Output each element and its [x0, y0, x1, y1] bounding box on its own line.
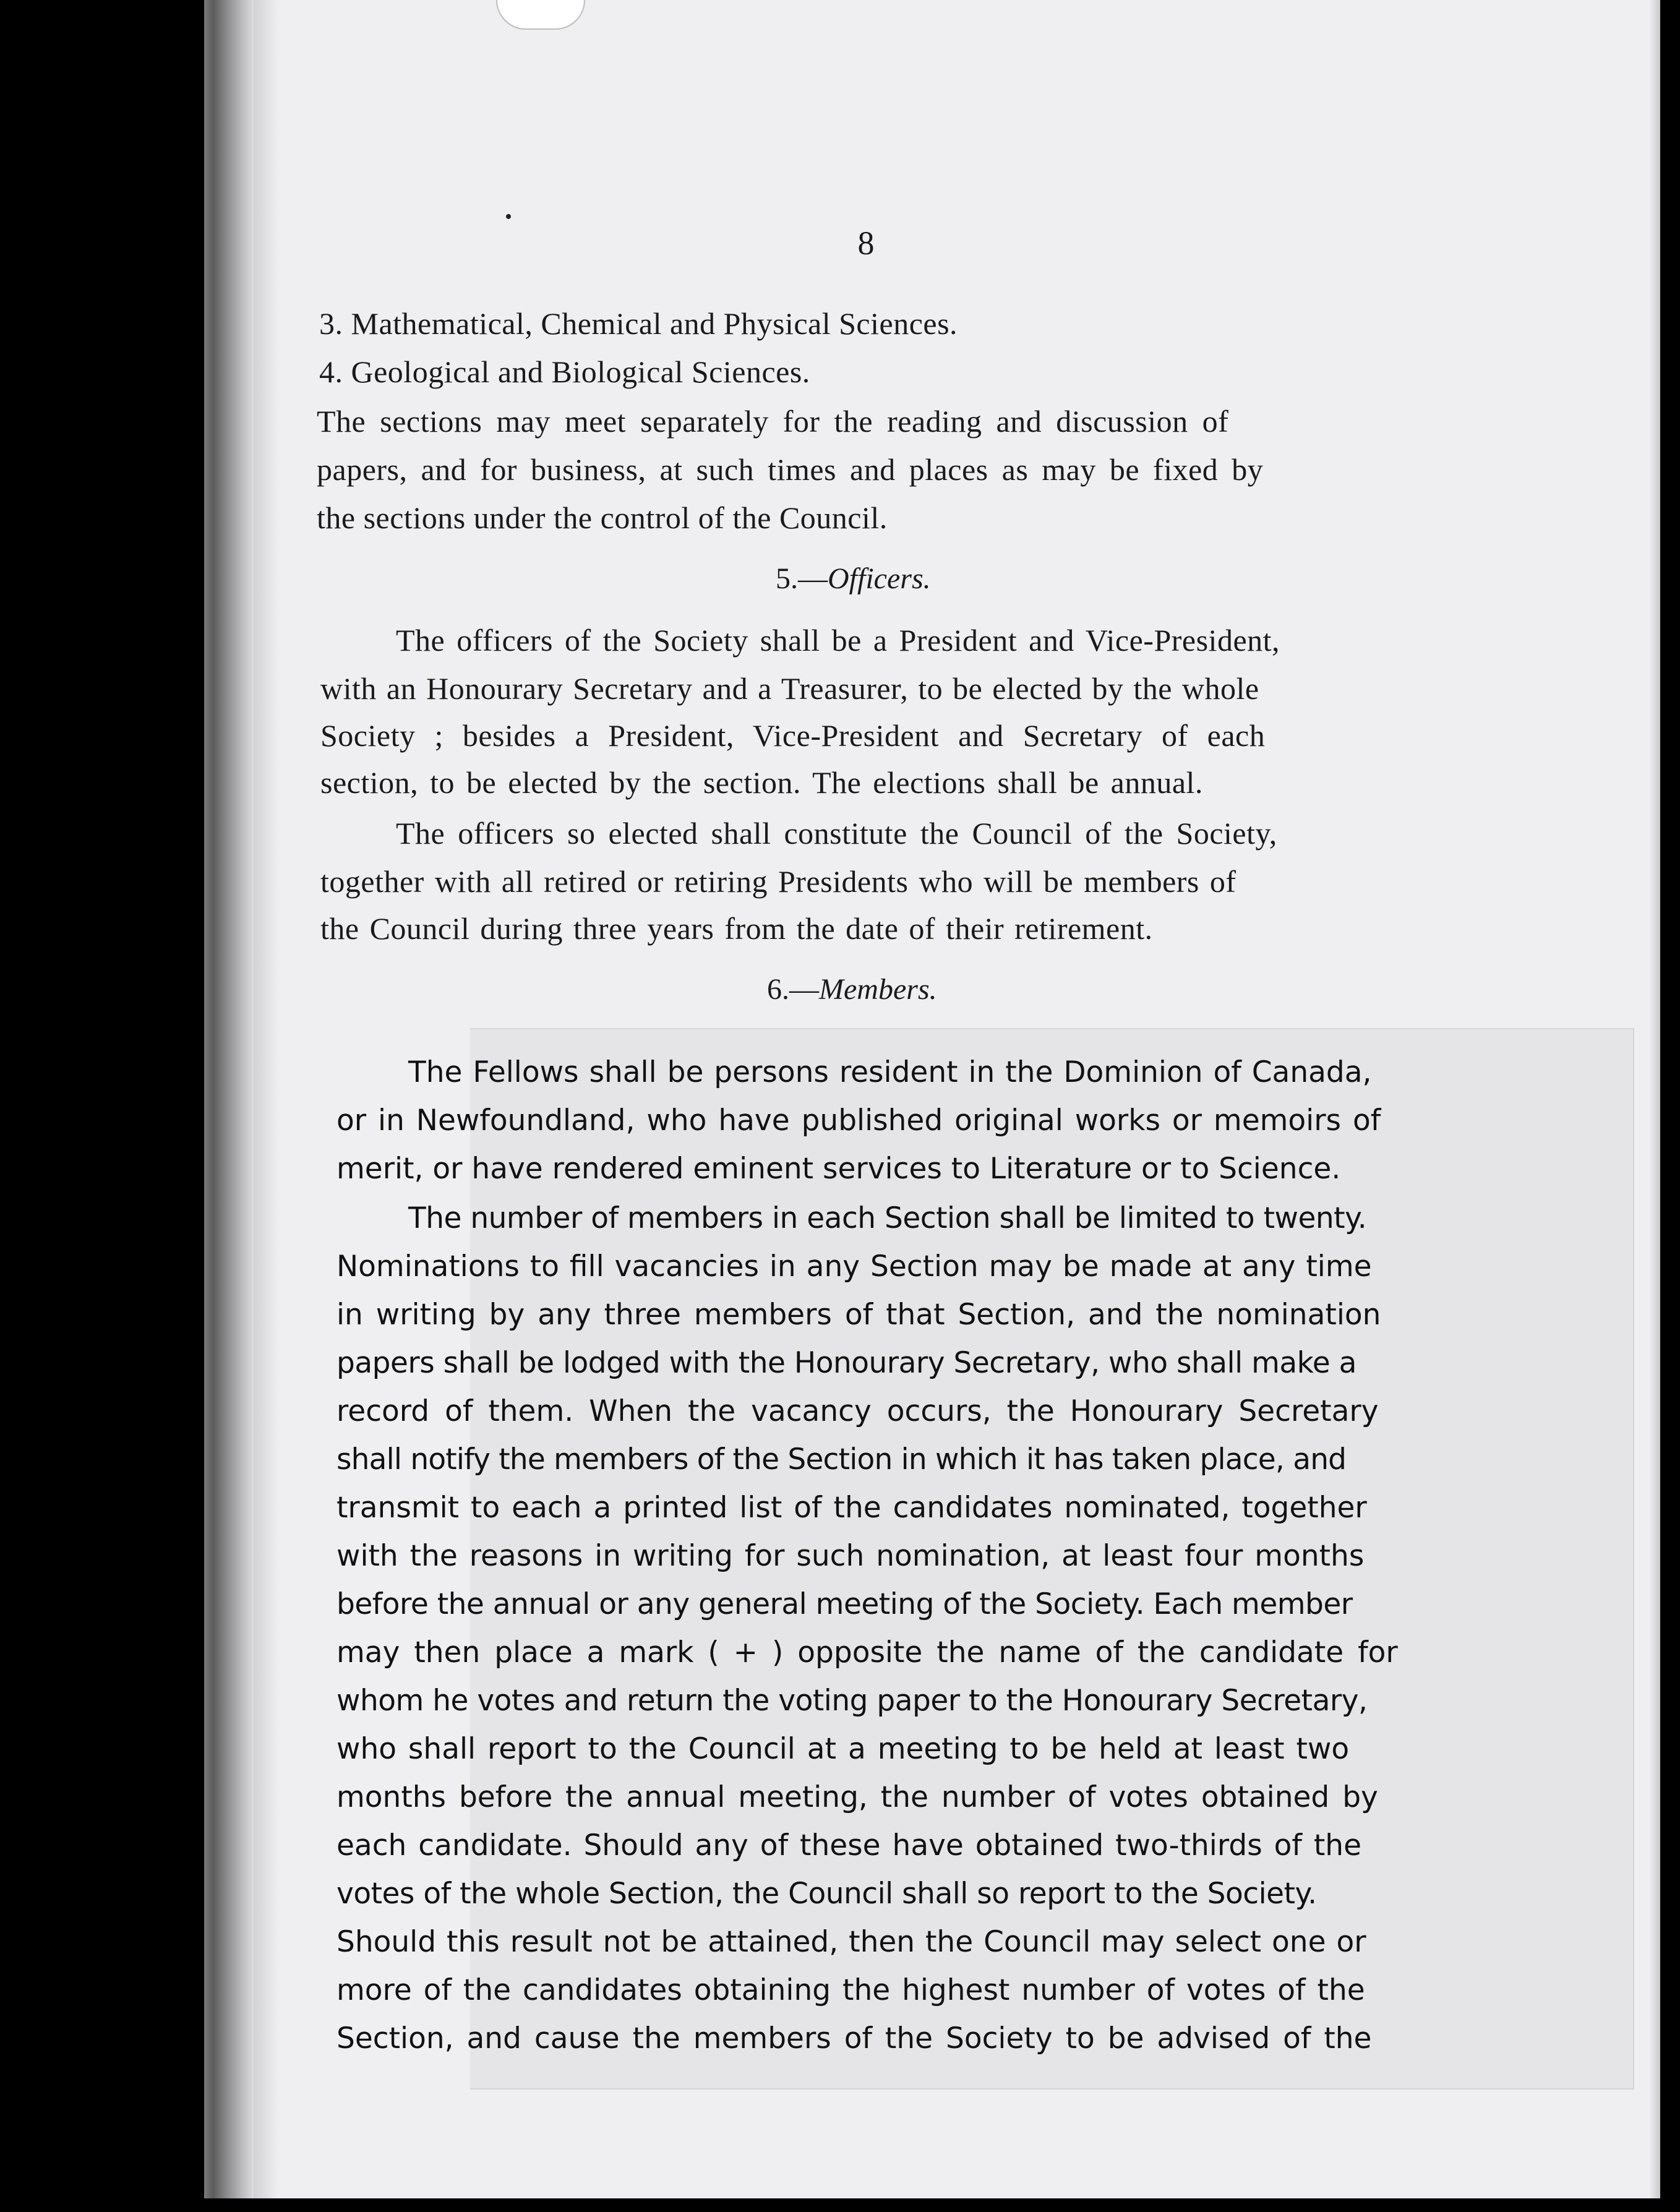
stray-dot-mark: [506, 214, 511, 219]
slip-text-line: The Fellows shall be persons resident in the Dominion of Canada,: [408, 1055, 1372, 1089]
section-heading-officers: [776, 562, 931, 596]
text-line: The officers so elected shall constitute the Council of the Society,: [396, 816, 1277, 851]
text-line: together with all retired or retiring Presidents who will be members of: [320, 864, 1236, 899]
slip-text-line: each candidate. Should any of these have obtained two-thirds of the: [336, 1828, 1362, 1863]
scan-border-right: [1660, 0, 1680, 2212]
slip-text-line: who shall report to the Council at a meeting to be held at least two: [336, 1732, 1350, 1766]
scan-border-left: [0, 0, 204, 2212]
text-line: the Council during three years from the date of their retirement.: [320, 911, 1153, 946]
text-line: Society ; besides a President, Vice-President and Secretary of each: [320, 718, 1266, 753]
slip-text-line: may then place a mark ( + ) opposite the name of the candidate for: [336, 1635, 1398, 1670]
list-item: 4. Geological and Biological Sciences.: [319, 354, 810, 389]
slip-text-line: or in Newfoundland, who have published original works or memoirs of: [336, 1104, 1381, 1138]
slip-text-line: merit, or have rendered eminent services to Literature or to Science.: [336, 1152, 1341, 1186]
section-heading-members: [767, 972, 937, 1006]
text-line: the sections under the control of the Council.: [317, 500, 888, 535]
slip-text-line: transmit to each a printed list of the candidates nominated, together: [336, 1491, 1367, 1525]
slip-text-line: in writing by any three members of that Section, and the nomination: [336, 1298, 1381, 1332]
slip-text-line: Section, and cause the members of the Society to be advised of the: [336, 2021, 1372, 2056]
slip-text-line: months before the annual meeting, the number of votes obtained by: [336, 1780, 1378, 1814]
gutter-shadow: [254, 0, 278, 2198]
slip-text-line: Should this result not be attained, then the Council may select one or: [336, 1925, 1366, 1959]
page-number: 8: [857, 225, 875, 262]
slip-text-line: before the annual or any general meeting of the Society. Each member: [336, 1587, 1353, 1621]
text-line: with an Honourary Secretary and a Treasurer, to be elected by the whole: [320, 671, 1259, 706]
slip-text-line: Nominations to fill vacancies in any Section may be made at any time: [336, 1250, 1372, 1284]
list-item: 3. Mathematical, Chemical and Physical Sciences.: [319, 306, 958, 341]
heading-title: Members.: [819, 973, 937, 1006]
text-line: The officers of the Society shall be a President and Vice-President,: [396, 623, 1280, 658]
slip-text-line: more of the candidates obtaining the highest number of votes of the: [336, 1973, 1365, 2007]
slip-text-line: record of them. When the vacancy occurs, the Honourary Secretary: [336, 1394, 1379, 1428]
slip-text-line: whom he votes and return the voting paper to the Honourary Secretary,: [336, 1684, 1368, 1718]
heading-number: 5.—: [776, 562, 828, 595]
slip-text-line: with the reasons in writing for such nomination, at least four months: [336, 1539, 1365, 1573]
slip-text-line: The number of members in each Section shall be limited to twenty.: [408, 1201, 1367, 1235]
slip-text-line: shall notify the members of the Section in which it has taken place, and: [336, 1443, 1347, 1477]
right-edge-shadow: [1649, 0, 1660, 2198]
heading-number: 6.—: [767, 973, 819, 1006]
binding-gutter: [204, 0, 254, 2198]
text-line: papers, and for business, at such times and places as may be fixed by: [317, 452, 1264, 487]
ink-blot-mark: [496, 0, 585, 30]
slip-text-line: votes of the whole Section, the Council shall so report to the Society.: [336, 1877, 1317, 1911]
text-line: The sections may meet separately for the reading and discussion of: [317, 404, 1229, 439]
scan-border-bottom: [0, 2198, 1680, 2212]
slip-text-line: papers shall be lodged with the Honourary Secretary, who shall make a: [336, 1346, 1356, 1380]
heading-title: Officers.: [828, 562, 931, 595]
text-line: section, to be elected by the section. The elections shall be annual.: [320, 765, 1203, 800]
